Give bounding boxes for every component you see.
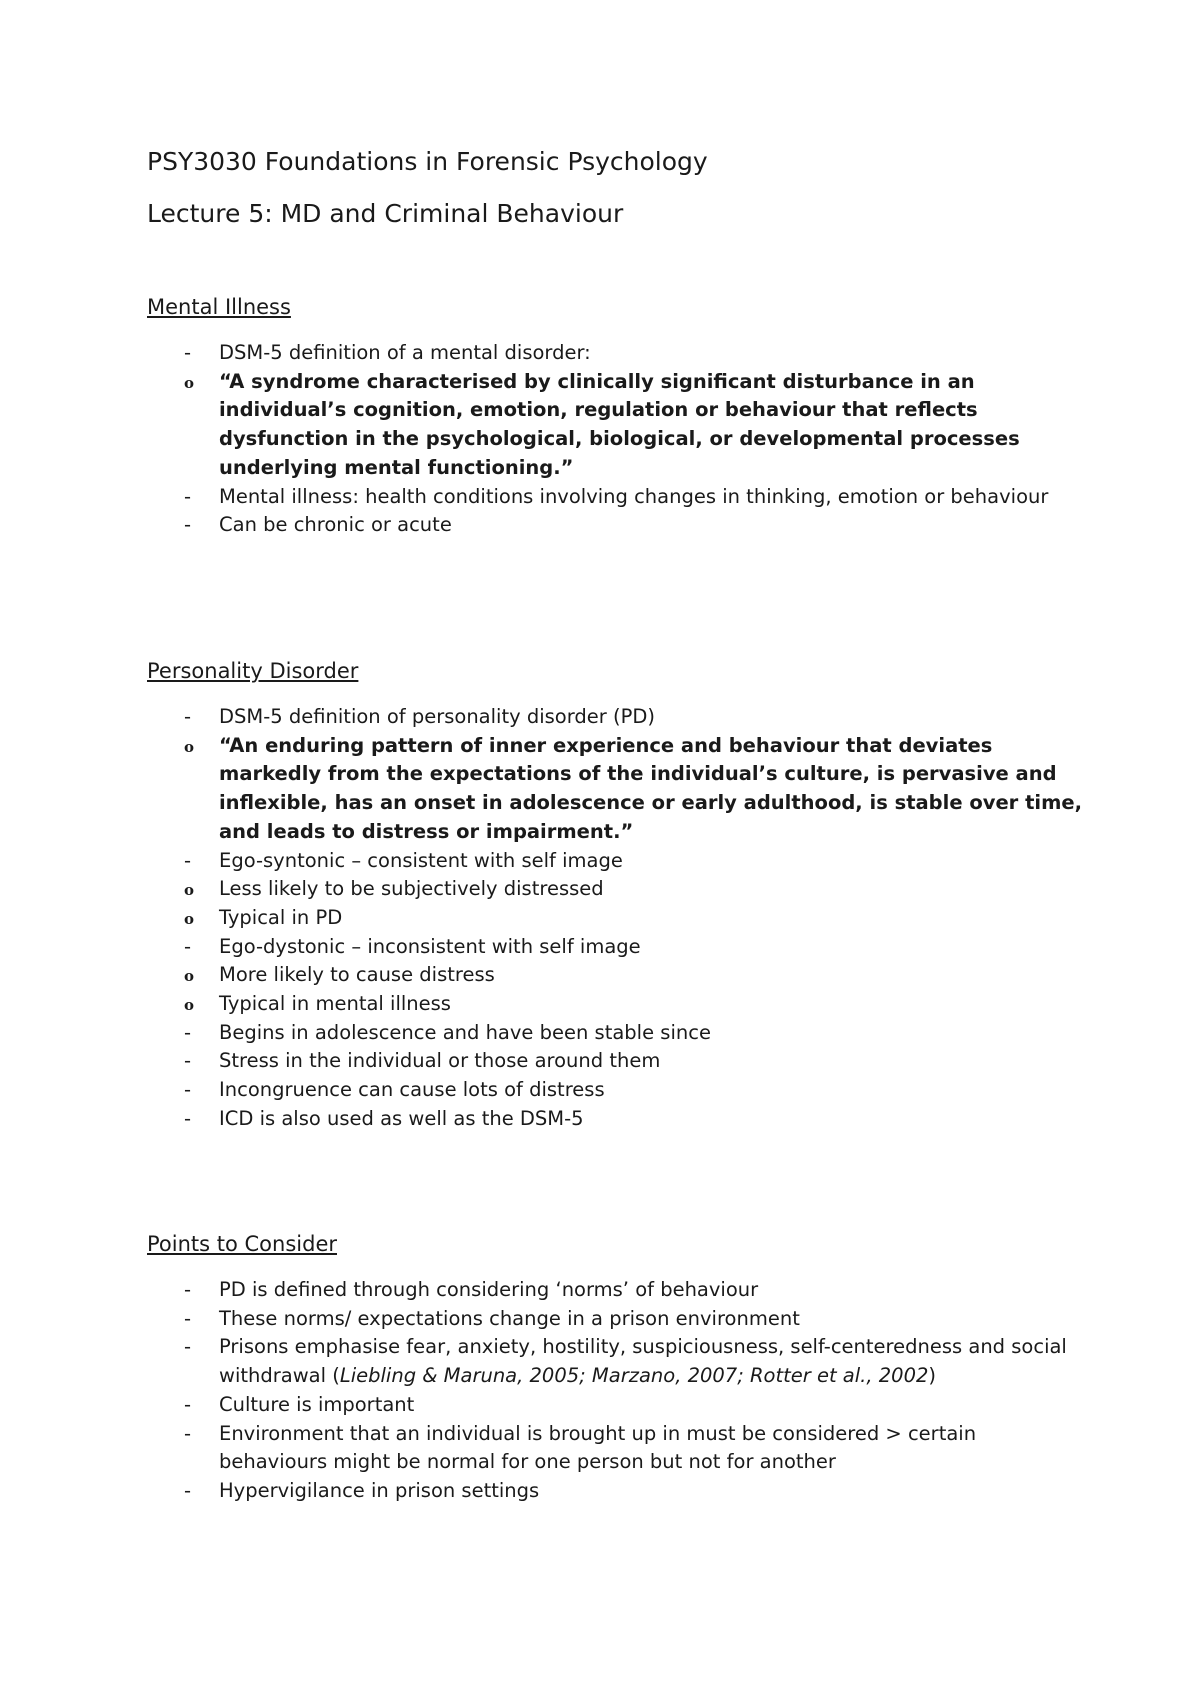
list-item <box>147 933 1087 1019</box>
dash-marker: - <box>184 1106 192 1130</box>
section-heading: Personality Disorder <box>147 659 359 683</box>
bullet-list <box>147 1276 1087 1506</box>
circle-bullet-icon: o <box>184 881 195 900</box>
list-item-text: Stress in the individual or those around them <box>219 1049 661 1073</box>
list-item <box>147 1076 1087 1105</box>
dash-marker: - <box>184 1020 192 1044</box>
list-item-text: Ego-dystonic – inconsistent with self image <box>219 934 641 958</box>
section-points-to-consider <box>147 1231 1087 1506</box>
dash-marker: - <box>184 848 192 872</box>
sub-list-item-text: Less likely to be subjectively distressed <box>219 877 604 901</box>
list-item <box>147 847 1087 933</box>
sub-list-item <box>184 875 1087 904</box>
list-item <box>147 1305 1087 1334</box>
list-item-text: Culture is important <box>219 1392 415 1416</box>
list-item-text: Ego-syntonic – consistent with self image <box>219 848 623 872</box>
circle-bullet-icon: o <box>184 737 195 756</box>
dash-marker: - <box>184 1306 192 1330</box>
list-item <box>147 1105 1087 1134</box>
dsm-quote: “A syndrome characterised by clinically significant disturbance in an individual’s cognition, emotion, regulation or behaviour that reflects dysfunction in the psychological, biological, or developmental processes underlying mental functioning.” <box>219 369 1020 479</box>
dash-marker: - <box>184 1335 192 1359</box>
sub-list <box>184 732 1087 847</box>
sub-list-item <box>184 732 1087 847</box>
dash-marker: - <box>184 705 192 728</box>
list-item-text: Environment that an individual is brought up in must be considered > certain behaviours might be normal for one person but not for another <box>219 1421 977 1474</box>
dash-marker: - <box>184 1278 192 1301</box>
section-personality-disorder <box>147 658 1087 1134</box>
sub-list-item <box>184 368 1087 483</box>
bullet-list <box>147 339 1087 540</box>
list-item-text: Hypervigilance in prison settings <box>219 1478 540 1502</box>
list-item-text: PD is defined through considering ‘norms’ of behaviour <box>219 1278 759 1301</box>
dash-marker: - <box>184 484 192 508</box>
list-item <box>147 1477 1087 1506</box>
list-item <box>147 703 1087 847</box>
list-item <box>147 339 1087 483</box>
circle-bullet-icon: o <box>184 909 195 928</box>
list-item-text: Prisons emphasise fear, anxiety, hostility, suspiciousness, self-centeredness and social withdrawal ( <box>219 1335 1067 1388</box>
sub-list-item <box>184 990 1087 1019</box>
list-item <box>147 1420 1087 1477</box>
circle-bullet-icon: o <box>184 373 195 392</box>
sub-list-item <box>184 904 1087 933</box>
circle-bullet-icon: o <box>184 967 195 986</box>
list-item <box>147 1276 1087 1305</box>
list-item-text: ICD is also used as well as the DSM-5 <box>219 1106 584 1130</box>
dash-marker: - <box>184 341 192 364</box>
sub-list <box>184 875 1087 932</box>
list-item <box>147 1391 1087 1420</box>
list-item <box>147 483 1087 512</box>
list-item-text: Incongruence can cause lots of distress <box>219 1078 605 1102</box>
list-item-text: These norms/ expectations change in a prison environment <box>219 1306 800 1330</box>
dash-marker: - <box>184 934 192 958</box>
sub-list-item <box>184 961 1087 990</box>
bullet-list <box>147 703 1087 1134</box>
section-heading: Mental Illness <box>147 295 291 319</box>
dash-marker: - <box>184 1392 192 1416</box>
section-mental-illness <box>147 294 1087 540</box>
sub-list-item-text: More likely to cause distress <box>219 963 495 987</box>
section-heading: Points to Consider <box>147 1232 337 1256</box>
list-item-text: DSM-5 definition of a mental disorder: <box>219 341 591 364</box>
sub-list-item-text: Typical in mental illness <box>219 992 451 1016</box>
lecture-title: Lecture 5: MD and Criminal Behaviour <box>147 199 624 228</box>
dash-marker: - <box>184 1421 192 1445</box>
list-item <box>147 511 1087 540</box>
sub-list <box>184 961 1087 1018</box>
citation-close: ) <box>928 1364 937 1388</box>
circle-bullet-icon: o <box>184 996 195 1015</box>
list-item-text: Can be chronic or acute <box>219 513 452 537</box>
list-item-text: DSM-5 definition of personality disorder (PD) <box>219 705 655 728</box>
citation: Liebling & Maruna, 2005; Marzano, 2007; Rotter et al., 2002 <box>339 1364 929 1388</box>
dash-marker: - <box>184 513 192 537</box>
list-item <box>147 1047 1087 1076</box>
sub-list <box>184 368 1087 483</box>
list-item-text: Mental illness: health conditions involving changes in thinking, emotion or behaviour <box>219 484 1049 508</box>
dash-marker: - <box>184 1049 192 1073</box>
dash-marker: - <box>184 1078 192 1102</box>
list-item <box>147 1019 1087 1048</box>
sub-list-item-text: Typical in PD <box>219 905 343 929</box>
dsm-quote: “An enduring pattern of inner experience and behaviour that deviates markedly from the expectations of the individual’s culture, is pervasive and inflexible, has an onset in adolescence or early adulthood, is stable over time, and leads to distress or impairment.” <box>219 733 1083 843</box>
dash-marker: - <box>184 1478 192 1502</box>
list-item <box>147 1333 1087 1390</box>
course-title: PSY3030 Foundations in Forensic Psychology <box>147 147 708 176</box>
list-item-text: Begins in adolescence and have been stable since <box>219 1020 711 1044</box>
